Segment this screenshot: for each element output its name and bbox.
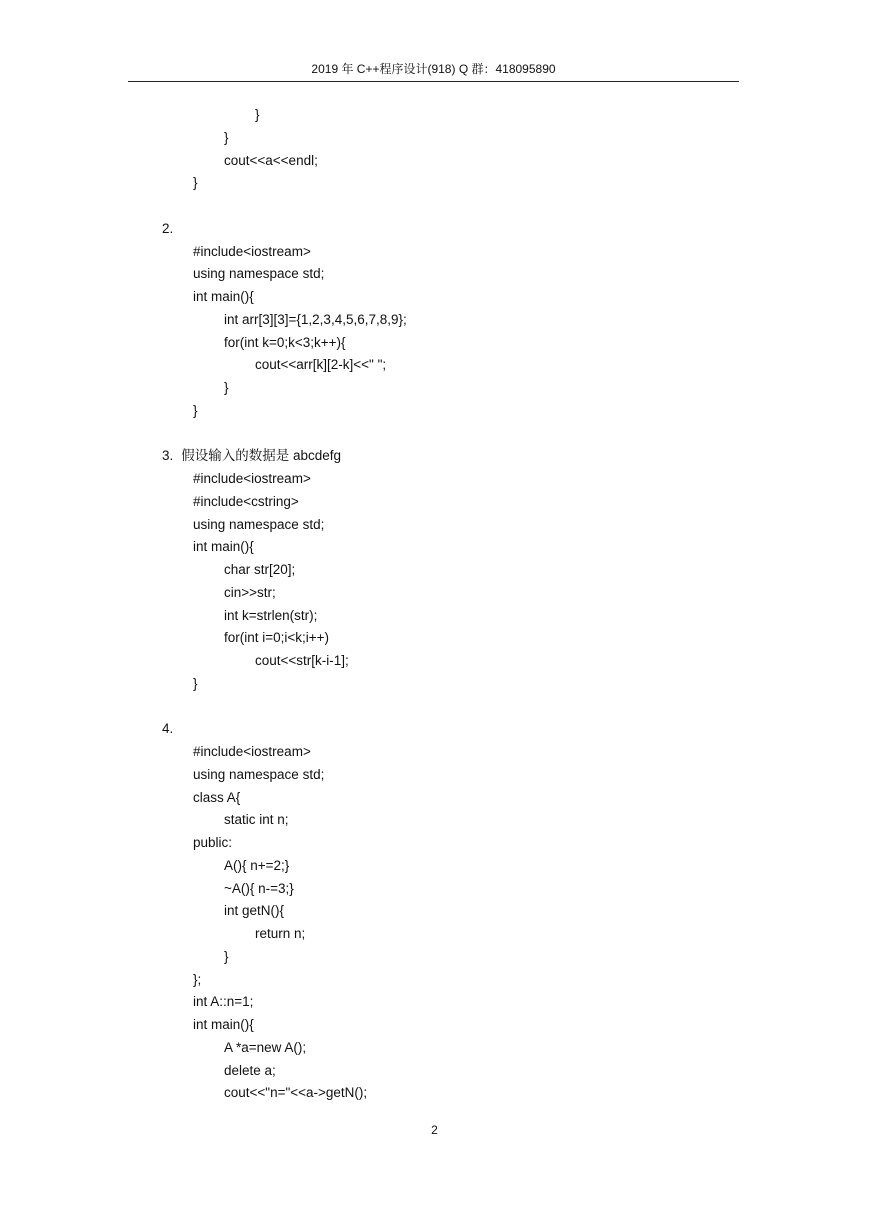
code-line: using namespace std; (193, 516, 325, 532)
code-line: ~A(){ n-=3;} (224, 880, 294, 896)
code-line: int A::n=1; (193, 994, 254, 1010)
code-line: int main(){ (193, 289, 254, 304)
question-heading (162, 217, 173, 240)
code-line: int arr[3][3]={1,2,3,4,5,6,7,8,9}; (224, 311, 407, 327)
code-line: int main(){ (193, 539, 254, 555)
code-line: using namespace std; (193, 766, 325, 782)
code-line: A(){ n+=2;} (224, 857, 290, 873)
page-header-text: 2019 年 C++程序设计(918) Q 群：418095890 (311, 62, 556, 76)
code-line: #include<iostream> (193, 744, 311, 759)
code-line: class A{ (193, 789, 241, 805)
code-line: } (193, 175, 198, 191)
code-line: cout<<str[k-i-1]; (255, 653, 349, 668)
code-line: #include<iostream> (193, 471, 311, 486)
code-line: }; (193, 971, 202, 987)
code-line: static int n; (224, 812, 289, 828)
question-number: 2. (162, 220, 174, 236)
code-line: int k=strlen(str); (224, 607, 318, 623)
code-line: char str[20]; (224, 562, 296, 577)
code-line: delete a; (224, 1062, 276, 1078)
page-number: 2 (431, 1123, 438, 1137)
code-line: cout<<"n="<<a->getN(); (224, 1085, 368, 1101)
code-line: int getN(){ (224, 903, 285, 919)
code-line: } (224, 948, 229, 964)
code-line: using namespace std; (193, 266, 325, 282)
question-number: 3. (162, 448, 174, 464)
code-line: for(int k=0;k<3;k++){ (224, 334, 346, 350)
code-line: for(int i=0;i<k;i++) (224, 630, 330, 646)
code-line: A *a=new A(); (224, 1039, 307, 1055)
code-line: cout<<a<<endl; (224, 152, 318, 168)
code-line: #include<cstring> (193, 493, 299, 509)
code-line: return n; (255, 926, 306, 941)
question-title: 假设输入的数据是 abcdefg (181, 448, 342, 464)
code-line: int main(){ (193, 1017, 254, 1032)
question-heading (162, 444, 341, 467)
question-heading (162, 717, 173, 740)
question-number: 4. (162, 721, 174, 737)
code-line: #include<iostream> (193, 243, 311, 259)
code-line: cout<<arr[k][2-k]<<" "; (255, 357, 387, 373)
code-line: } (224, 380, 229, 395)
code-line: } (193, 675, 198, 691)
page-header (128, 62, 739, 82)
code-line: } (255, 107, 260, 122)
code-line: cin>>str; (224, 584, 276, 600)
code-line: } (224, 129, 229, 145)
code-line: } (193, 402, 198, 418)
code-line: public: (193, 835, 233, 850)
